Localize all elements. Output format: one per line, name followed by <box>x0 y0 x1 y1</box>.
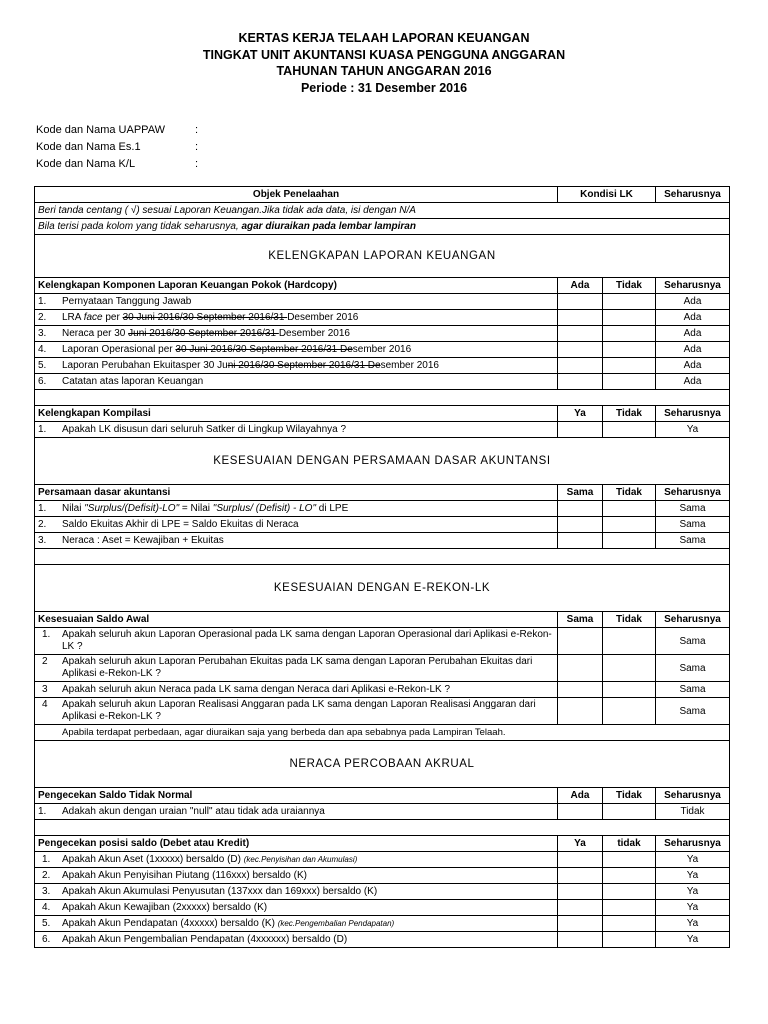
item-label: Apakah Akun Pendapatan (4xxxxx) bersaldo (K) <box>62 918 278 929</box>
col-tidak: Tidak <box>603 278 656 294</box>
item-label: Apakah Akun Penyisihan Piutang (116xxx) bersaldo (K) <box>62 870 307 881</box>
item-number: 1. <box>42 854 51 865</box>
item-label: Apakah seluruh akun Laporan Perubahan Ekuitas pada LK sama dengan Laporan Perubahan Ekuitas dari Aplikasi e-Rekon-LK ? <box>62 656 533 679</box>
expected-value: Ya <box>656 884 730 900</box>
check-cell-ya[interactable] <box>558 422 603 438</box>
item-number: 4. <box>38 344 47 355</box>
item-number: 6. <box>38 376 47 387</box>
item-number: 2. <box>38 519 47 530</box>
item-text <box>35 804 558 820</box>
item-text <box>35 852 558 868</box>
note-row <box>35 725 730 741</box>
expected-value: Tidak <box>656 804 730 820</box>
section-row <box>35 565 730 612</box>
info-label: Kode dan Nama UAPPAW <box>36 124 166 136</box>
info-label: Kode dan Nama Es.1 <box>36 141 141 153</box>
rekon-note: Apabila terdapat perbedaan, agar diuraikan saja yang berbeda dan apa sebabnya pada Lampiran Telaah. <box>35 725 730 741</box>
note-row <box>35 219 730 235</box>
check-cell-ada[interactable] <box>558 326 603 342</box>
spacer-row <box>35 390 730 406</box>
item-label: = Nilai <box>179 503 213 514</box>
table-row <box>35 374 730 390</box>
item-label: Nilai <box>62 503 85 514</box>
check-cell-tidak[interactable] <box>603 682 656 698</box>
check-cell-tidak[interactable] <box>603 374 656 390</box>
item-label: Apakah seluruh akun Laporan Operasional pada LK sama dengan Laporan Operasional dari Aplikasi e-Rekon-LK ? <box>62 629 552 652</box>
note-row <box>35 203 730 219</box>
info-label: Kode dan Nama K/L <box>36 158 136 170</box>
item-number: 3. <box>38 328 47 339</box>
col-seharusnya: Seharusnya <box>656 836 730 852</box>
group-header-row <box>35 836 730 852</box>
check-cell-sama[interactable] <box>558 655 603 682</box>
item-number: 4. <box>42 902 51 913</box>
item-number: 1. <box>38 296 47 307</box>
item-label: sember 2016 <box>380 360 439 371</box>
expected-value: Sama <box>656 533 730 549</box>
col-seharusnya: Seharusnya <box>656 278 730 294</box>
table-row <box>35 932 730 948</box>
table-row <box>35 310 730 326</box>
check-cell-ada[interactable] <box>558 358 603 374</box>
expected-value: Ada <box>656 294 730 310</box>
col-ada: Ada <box>558 278 603 294</box>
check-cell-tidak[interactable] <box>603 342 656 358</box>
expected-value: Ya <box>656 900 730 916</box>
item-number: 4 <box>42 699 48 710</box>
table-header-row <box>35 187 730 203</box>
item-label: Neraca per 30 <box>62 328 129 339</box>
table-row <box>35 884 730 900</box>
table-row <box>35 682 730 698</box>
item-number: 3. <box>38 535 47 546</box>
item-label: Desember 2016 <box>287 312 359 323</box>
group-title: Kelengkapan Komponen Laporan Keuangan Pokok (Hardcopy) <box>35 278 558 294</box>
item-text <box>35 628 558 655</box>
item-text <box>35 900 558 916</box>
item-label: Neraca : Aset = Kewajiban + Ekuitas <box>62 535 224 546</box>
check-cell-tidak[interactable] <box>603 501 656 517</box>
check-cell-tidak[interactable] <box>603 533 656 549</box>
check-cell-ada[interactable] <box>558 804 603 820</box>
item-label: di LPE <box>316 503 349 514</box>
item-number: 1. <box>38 806 47 817</box>
item-label: per <box>102 312 123 323</box>
item-label: Saldo Ekuitas Akhir di LPE = Saldo Ekuitas di Neraca <box>62 519 299 530</box>
check-cell-tidak[interactable] <box>603 900 656 916</box>
item-text <box>35 533 558 549</box>
check-cell-tidak[interactable] <box>603 852 656 868</box>
group-title: Persamaan dasar akuntansi <box>35 485 558 501</box>
item-text <box>35 932 558 948</box>
item-label-italic: face <box>83 312 103 323</box>
review-table <box>34 186 730 948</box>
check-cell-ada[interactable] <box>558 374 603 390</box>
info-colon: : <box>195 158 199 170</box>
kondisi-header: Kondisi LK <box>558 187 656 203</box>
expected-value: Ya <box>656 852 730 868</box>
col-tidak: Tidak <box>603 612 656 628</box>
section-row <box>35 741 730 788</box>
section-kelengkapan: KELENGKAPAN LAPORAN KEUANGAN <box>35 235 730 278</box>
table-row <box>35 698 730 725</box>
check-cell-ya[interactable] <box>558 900 603 916</box>
table-row <box>35 655 730 682</box>
spacer <box>35 549 730 565</box>
section-row <box>35 438 730 485</box>
check-cell-sama[interactable] <box>558 698 603 725</box>
group-title: Pengecekan posisi saldo (Debet atau Kredit) <box>35 836 558 852</box>
section-rekon: KESESUAIAN DENGAN E-REKON-LK <box>35 565 730 612</box>
col-ya: Ya <box>558 836 603 852</box>
expected-value: Sama <box>656 501 730 517</box>
item-label-italic: "Surplus/ (Defisit) - LO" <box>212 503 316 514</box>
expected-value: Ada <box>656 342 730 358</box>
item-text <box>35 358 558 374</box>
item-text <box>35 868 558 884</box>
col-tidak: Tidak <box>603 406 656 422</box>
group-header-row <box>35 485 730 501</box>
col-seharusnya: Seharusnya <box>656 612 730 628</box>
item-label: Apakah Akun Aset (1xxxxx) bersaldo (D) <box>62 854 244 865</box>
check-cell-tidak[interactable] <box>603 884 656 900</box>
col-tidak: tidak <box>603 836 656 852</box>
item-label-struck: ni 2016/30 September 2016/31 De <box>227 360 381 371</box>
check-cell-ya[interactable] <box>558 932 603 948</box>
check-cell-ya[interactable] <box>558 868 603 884</box>
check-cell-tidak[interactable] <box>603 698 656 725</box>
section-row <box>35 235 730 278</box>
section-persamaan: KESESUAIAN DENGAN PERSAMAAN DASAR AKUNTANSI <box>35 438 730 485</box>
table-row <box>35 422 730 438</box>
item-number: 1. <box>42 629 51 640</box>
check-cell-tidak[interactable] <box>603 422 656 438</box>
seharusnya-header: Seharusnya <box>656 187 730 203</box>
check-cell-tidak[interactable] <box>603 868 656 884</box>
spacer-row <box>35 820 730 836</box>
col-tidak: Tidak <box>603 485 656 501</box>
col-seharusnya: Seharusnya <box>656 788 730 804</box>
item-text <box>35 682 558 698</box>
title-line-2: TINGKAT UNIT AKUNTANSI KUASA PENGGUNA ANGGARAN <box>202 47 566 62</box>
col-tidak: Tidak <box>603 788 656 804</box>
check-cell-tidak[interactable] <box>603 804 656 820</box>
item-text <box>35 517 558 533</box>
group-header-row <box>35 278 730 294</box>
note-2 <box>35 219 730 235</box>
check-cell-ada[interactable] <box>558 310 603 326</box>
spacer <box>35 390 730 406</box>
item-number: 2. <box>38 312 47 323</box>
spacer-row <box>35 549 730 565</box>
item-remark: (kec.Penyisihan dan Akumulasi) <box>243 855 358 864</box>
table-row <box>35 517 730 533</box>
expected-value: Sama <box>656 517 730 533</box>
expected-value: Sama <box>656 698 730 725</box>
item-label-struck: 30 Juni 2016/30 September 2016/31 De <box>175 344 353 355</box>
check-cell-sama[interactable] <box>558 517 603 533</box>
note-2-text: Bila terisi pada kolom yang tidak seharusnya, <box>38 221 242 232</box>
check-cell-sama[interactable] <box>558 533 603 549</box>
table-row <box>35 326 730 342</box>
info-row-uappaw <box>36 122 199 139</box>
title-line-3: TAHUNAN TAHUN ANGGARAN 2016 <box>276 64 492 78</box>
title-line-1: KERTAS KERJA TELAAH LAPORAN KEUANGAN <box>238 31 530 45</box>
check-cell-ada[interactable] <box>558 342 603 358</box>
expected-value: Ada <box>656 374 730 390</box>
identity-fields <box>36 122 199 173</box>
period-line: Periode : 31 Desember 2016 <box>300 80 468 95</box>
item-label: Adakah akun dengan uraian "null" atau tidak ada uraiannya <box>62 806 325 817</box>
col-seharusnya: Seharusnya <box>656 406 730 422</box>
expected-value: Ada <box>656 310 730 326</box>
col-ya: Ya <box>558 406 603 422</box>
table-row <box>35 628 730 655</box>
expected-value: Ada <box>656 358 730 374</box>
check-cell-tidak[interactable] <box>603 294 656 310</box>
check-cell-tidak[interactable] <box>603 358 656 374</box>
table-row <box>35 294 730 310</box>
item-label-struck: Juni 2016/30 September 2016/31 <box>128 328 279 339</box>
expected-value: Ya <box>656 932 730 948</box>
item-label: LRA <box>62 312 84 323</box>
section-neraca-percobaan: NERACA PERCOBAAN AKRUAL <box>35 741 730 788</box>
item-text <box>35 501 558 517</box>
info-row-es1 <box>36 139 199 156</box>
table-row <box>35 900 730 916</box>
table-row <box>35 804 730 820</box>
expected-value: Ada <box>656 326 730 342</box>
item-number: 1. <box>38 424 47 435</box>
check-cell-ada[interactable] <box>558 294 603 310</box>
group-header-row <box>35 406 730 422</box>
item-remark: (kec.Pengembalian Pendapatan) <box>277 919 395 928</box>
group-title: Kelengkapan Kompilasi <box>35 406 558 422</box>
item-number: 3 <box>42 684 48 695</box>
table-row <box>35 358 730 374</box>
col-seharusnya: Seharusnya <box>656 485 730 501</box>
item-text <box>35 655 558 682</box>
item-number: 6. <box>42 934 51 945</box>
check-cell-tidak[interactable] <box>603 628 656 655</box>
check-cell-ya[interactable] <box>558 884 603 900</box>
check-cell-tidak[interactable] <box>603 310 656 326</box>
expected-value: Ya <box>656 422 730 438</box>
item-label-struck: 30 Juni 2016/30 September 2016/31 <box>122 312 288 323</box>
item-text <box>35 884 558 900</box>
check-cell-ya[interactable] <box>558 916 603 932</box>
item-label: Laporan Perubahan Ekuitasper 30 Ju <box>62 360 228 371</box>
check-cell-sama[interactable] <box>558 501 603 517</box>
col-sama: Sama <box>558 612 603 628</box>
item-text <box>35 294 558 310</box>
expected-value: Sama <box>656 628 730 655</box>
item-number: 3. <box>42 886 51 897</box>
check-cell-tidak[interactable] <box>603 655 656 682</box>
item-text <box>35 310 558 326</box>
item-label: Apakah seluruh akun Neraca pada LK sama dengan Neraca dari Aplikasi e-Rekon-LK ? <box>62 684 451 695</box>
expected-value: Sama <box>656 682 730 698</box>
table-row <box>35 533 730 549</box>
check-cell-sama[interactable] <box>558 682 603 698</box>
item-number: 1. <box>38 503 47 514</box>
check-cell-tidak[interactable] <box>603 932 656 948</box>
objek-header: Objek Penelaahan <box>35 187 558 203</box>
table-row <box>35 852 730 868</box>
item-text <box>35 422 558 438</box>
group-header-row <box>35 612 730 628</box>
item-label: Apakah Akun Akumulasi Penyusutan (137xxx dan 169xxx) bersaldo (K) <box>62 886 378 897</box>
item-number: 5. <box>42 918 51 929</box>
group-header-row <box>35 788 730 804</box>
info-colon: : <box>195 141 199 153</box>
expected-value: Ya <box>656 916 730 932</box>
item-label: Desember 2016 <box>278 328 350 339</box>
item-number: 2. <box>42 870 51 881</box>
item-text <box>35 698 558 725</box>
info-row-kl <box>36 156 199 173</box>
info-colon: : <box>195 124 199 136</box>
item-label: sember 2016 <box>352 344 412 355</box>
item-text <box>35 342 558 358</box>
document-header <box>0 30 768 96</box>
item-label: Catatan atas laporan Keuangan <box>62 376 204 387</box>
item-label: Pernyataan Tanggung Jawab <box>62 296 192 307</box>
spacer <box>35 820 730 836</box>
item-label: Apakah seluruh akun Laporan Realisasi Anggaran pada LK sama dengan Laporan Realisasi Anggaran dari Aplikasi e-Rekon-LK ? <box>62 699 536 722</box>
note-1: Beri tanda centang ( √) sesuai Laporan Keuangan.Jika tidak ada data, isi dengan N/A <box>35 203 730 219</box>
col-ada: Ada <box>558 788 603 804</box>
note-2-emphasis: agar diuraikan pada lembar lampiran <box>241 221 416 232</box>
item-label-italic: "Surplus/(Defisit)-LO" <box>84 503 180 514</box>
item-label: Laporan Operasional per <box>62 344 176 355</box>
item-text <box>35 916 558 932</box>
table-row <box>35 342 730 358</box>
expected-value: Ya <box>656 868 730 884</box>
check-cell-tidak[interactable] <box>603 517 656 533</box>
col-sama: Sama <box>558 485 603 501</box>
table-row <box>35 916 730 932</box>
check-cell-sama[interactable] <box>558 628 603 655</box>
check-cell-ya[interactable] <box>558 852 603 868</box>
item-label: Apakah LK disusun dari seluruh Satker di Lingkup Wilayahnya ? <box>62 424 347 435</box>
table-row <box>35 868 730 884</box>
expected-value: Sama <box>656 655 730 682</box>
item-label: Apakah Akun Pengembalian Pendapatan (4xxxxxx) bersaldo (D) <box>62 934 348 945</box>
item-number: 2 <box>42 656 48 667</box>
table-row <box>35 501 730 517</box>
check-cell-tidak[interactable] <box>603 326 656 342</box>
item-number: 5. <box>38 360 47 371</box>
group-title: Kesesuaian Saldo Awal <box>35 612 558 628</box>
group-title: Pengecekan Saldo Tidak Normal <box>35 788 558 804</box>
check-cell-tidak[interactable] <box>603 916 656 932</box>
item-text <box>35 326 558 342</box>
item-text <box>35 374 558 390</box>
item-label: Apakah Akun Kewajiban (2xxxxx) bersaldo (K) <box>62 902 268 913</box>
